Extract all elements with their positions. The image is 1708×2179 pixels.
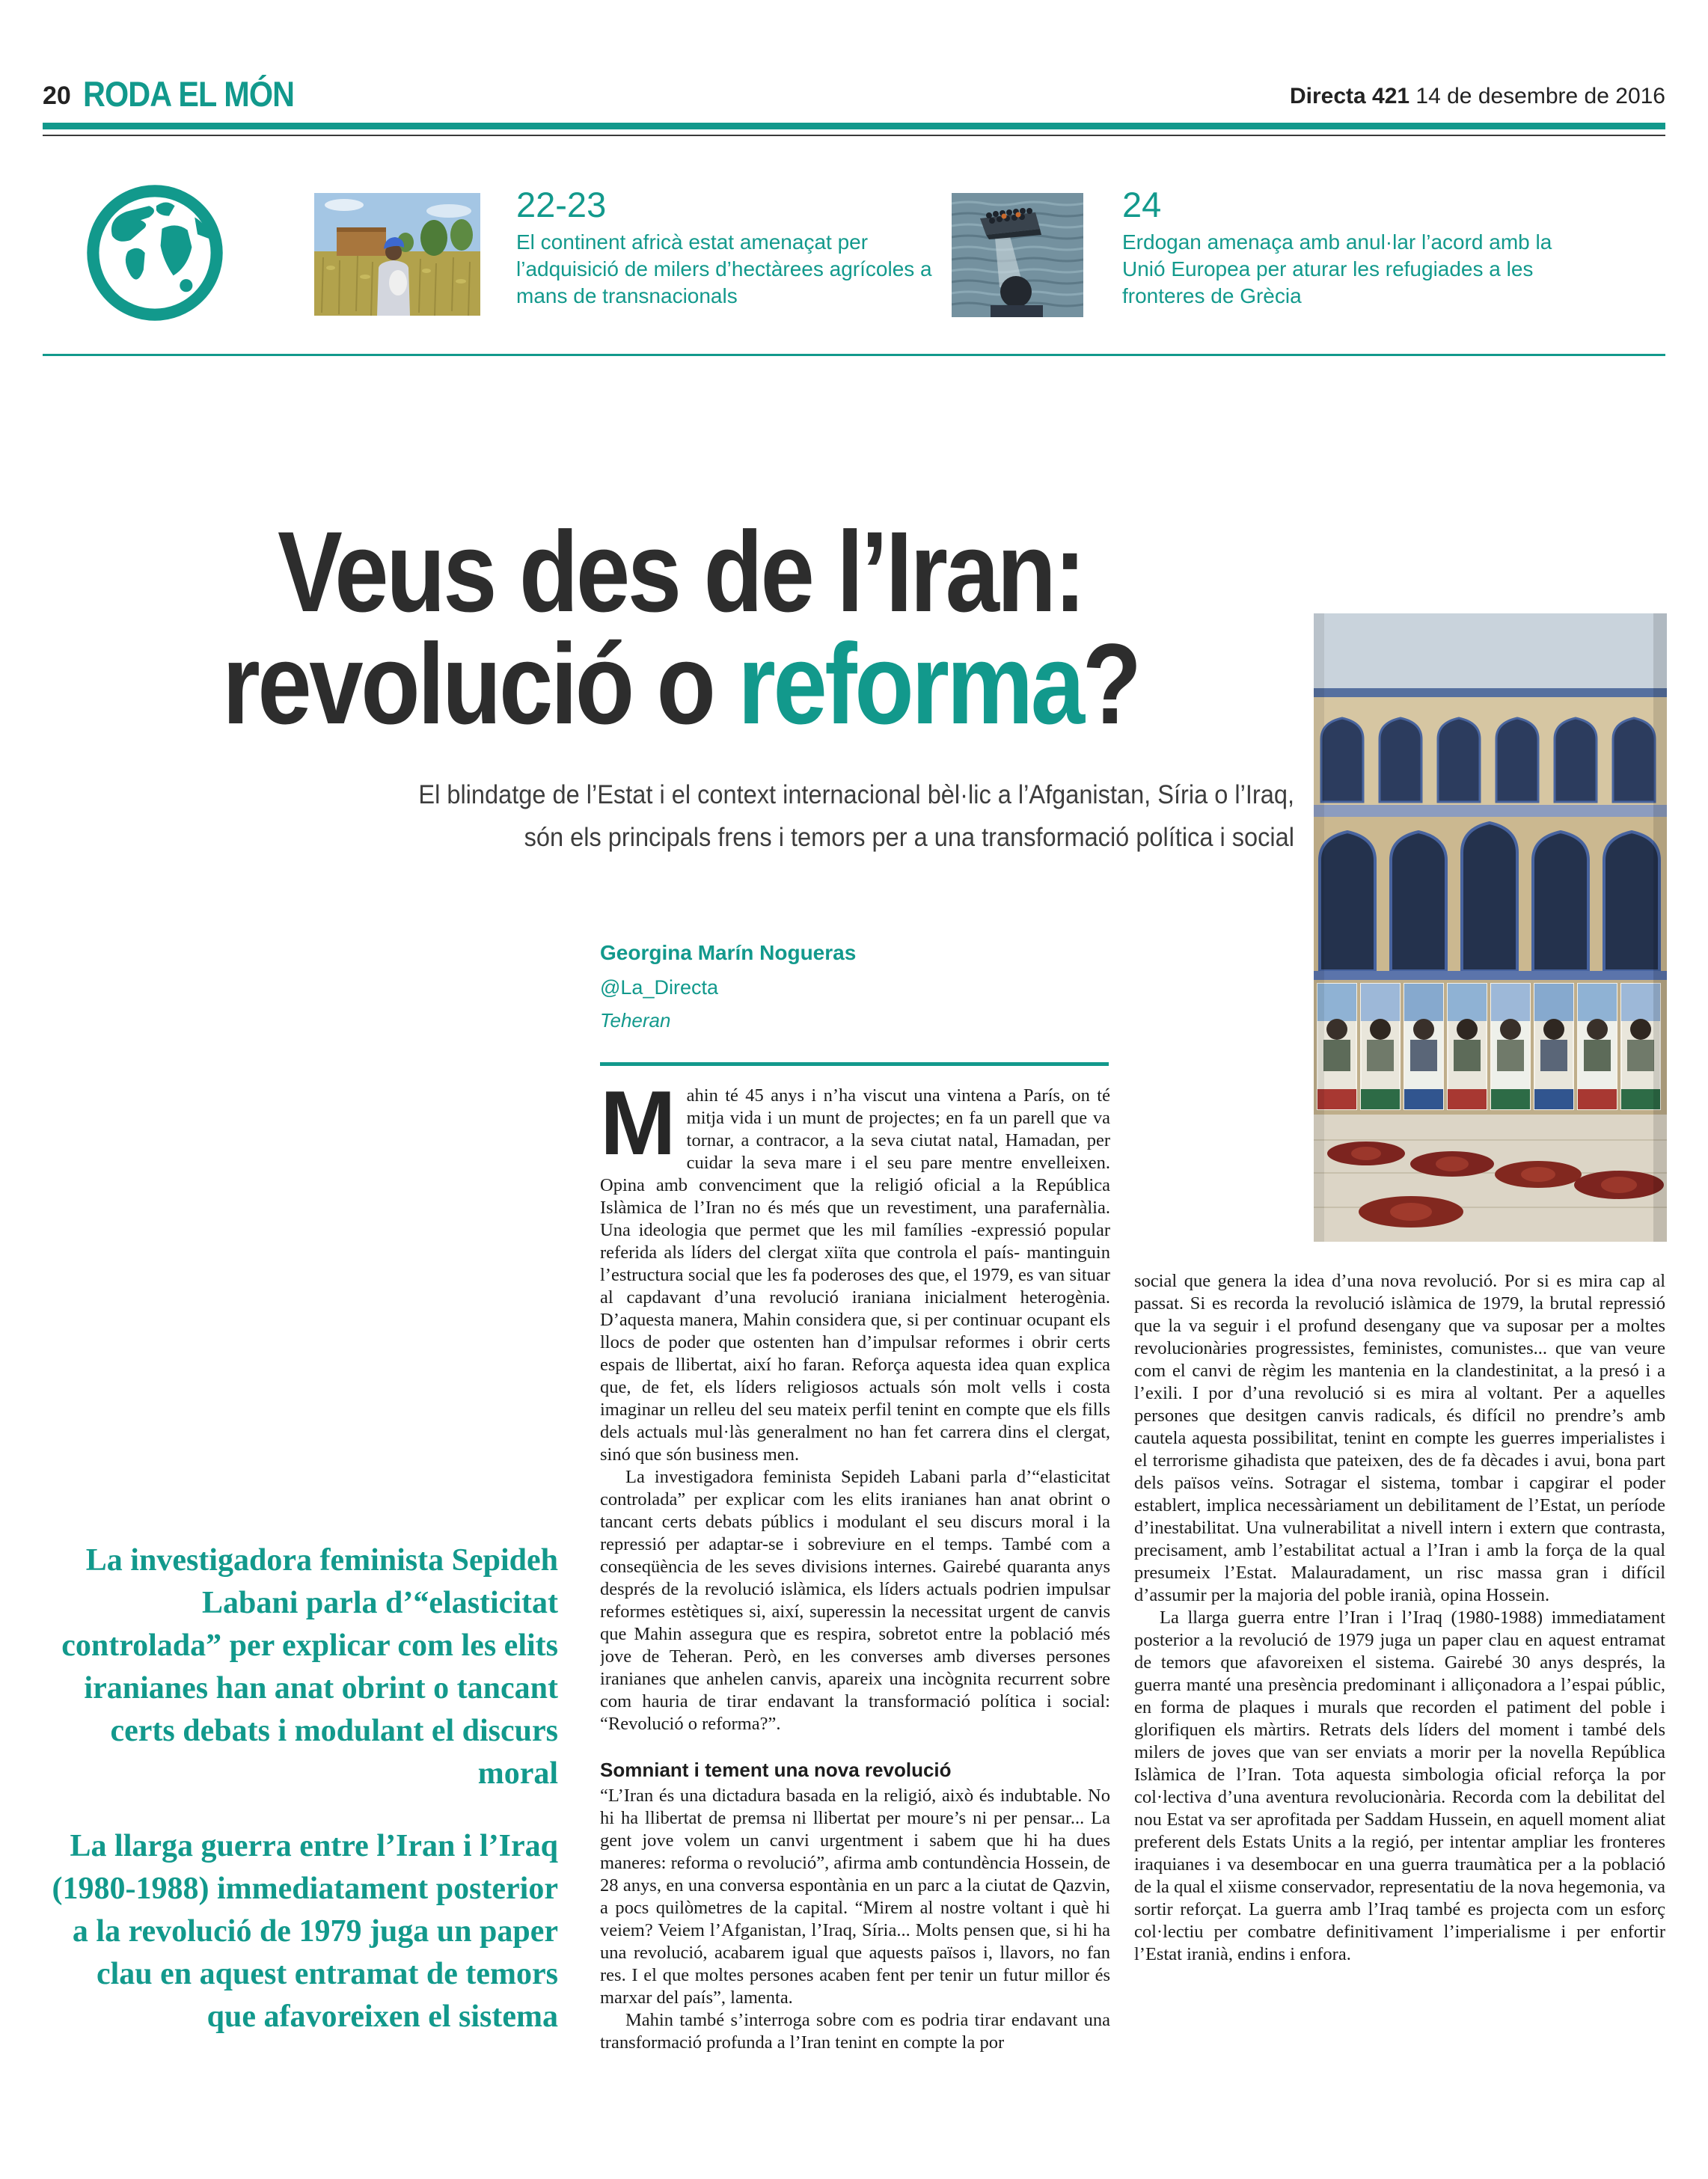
masthead-rule-thin [43, 135, 1665, 136]
issue-info [1290, 82, 1665, 111]
byline-rule [600, 1062, 1109, 1066]
main-photo-svg [1314, 613, 1667, 1242]
pull-quotes [43, 1539, 558, 2068]
byline-author: Georgina Marín Nogueras [600, 941, 857, 964]
paragraph-6: La llarga guerra entre l’Iran i l’Iraq (1980-1988) immediatament posterior a la revolució de 1979 juga un paper clau en aquest entramat de temors que afavoreixen el sistema. Gairebé 30 anys després, la guerra manté una presència predominant i alliçonadora a l’espai públic, en forma de plaques i murals que recorden el patiment del poble i glorifiquen els màrtirs. Retrats dels líders del moment i també dels milers de joves que van ser enviats a morir per la novella República Islàmica de l’Iran. Tota aquesta simbologia oficial reforça la por col·lectiva d’una aventura revolucionària. Recorda com la debilitat del nou Estat va ser aprofitada per Saddam Hussein, en aquell moment aliat preferent dels Estats Units a la regió, per intentar ampliar les fronteres iraquianes i va desembocar en una guerra traumàtica per a la població de la qual el xiisme conservador, representatiu de la nova hegemonia, va sortir reforçat. La guerra amb l’Iraq també es projecta com un esforç col·lectiu per combatre definitivament l’imperialisme i per enfortir l’Estat iranià, endins i enfora. [1134, 1608, 1665, 1964]
teaser-page-range: 22-23 [516, 185, 607, 224]
teaser-page-range: 24 [1122, 185, 1162, 224]
byline-location: Teheran [600, 1009, 671, 1032]
drop-cap: M [600, 1085, 676, 1174]
paragraph-1-text: ahin té 45 anys i n’ha viscut una vintena a París, on té mitja vida i un munt de projectes; en fa un parell que va tornar, a contracor, a la seva ciutat natal, Hamadan, per cuidar la seva mare i el seu pare mentre envelleixen. Opina amb convenciment que la religió oficial a la República Islàmica de l’Iran no és més que un revestiment, una parafernàlia. Una ideologia que permet que les mil famílies -expressió popular referida als líders del clergat xiïta que controla el país- mantinguin l’estructura social que les fa poderoses des que, el 1979, es van situar al capdavant d’una revolució iraniana inicialment heterogènia. D’aquesta manera, Mahin considera que, si per continuar ocupant els llocs de poder que ostenten han d’impulsar reformes i obrir certs espais de llibertat, així ho faran. Reforça aquesta idea quan explica que, de fet, els líders religiosos actuals són molt vells i costa imaginar un relleu del seu mateix perfil tenint en compte que els fills dels actuals mul·làs generalment no han fet carrera dins el clergat, sinó que són business men. [600, 1085, 1110, 1465]
main-photo-mosque-courtyard [1314, 613, 1667, 1242]
headline-line-2 [30, 620, 1332, 748]
page-number: 20 [43, 82, 71, 110]
section-title: RODA EL MÓN [82, 74, 294, 114]
article-subtitle [172, 773, 1294, 859]
article-subheading: Somniant i tement una nova revolució [600, 1759, 952, 1781]
paragraph-4: Mahin també s’interroga sobre com es podria tirar endavant una transformació profunda a l’Iran tenint en compte la por [600, 2010, 1110, 2053]
headline-line2-question-mark: ? [1082, 620, 1139, 748]
byline [600, 941, 1079, 1032]
paragraph-2: La investigadora feminista Sepideh Labani parla d’“elasticitat controlada” per explicar com les elits iranianes han anat obrint o tancant certs debats públics i modulant el seu discurs moral i la repressió per adaptar-se i sobreviure en el temps. També com a conseqüència de les seves divisions internes. Gairebé quaranta anys després de la revolució islàmica, els líders actuals podrien impulsar reformes estètiques si, així, superessin la necessitat urgent de canvis que Mahin assegura que es respira, sobretot entre la població més jove de Teheran. Però, en les converses amb diverses persones iranianes que anhelen canvis, apareix una incògnita recurrent sobre com hauria de tirar endavant la transformació política i social: “Revolució o reforma?”. [600, 1467, 1110, 1734]
masthead [43, 74, 1665, 114]
issue-date: 14 de desembre de 2016 [1415, 84, 1665, 108]
teaser-photo-boat-svg [952, 193, 1083, 317]
globe-icon [84, 182, 226, 324]
teaser-photo-refugee-boat [952, 193, 1083, 317]
pull-quote-1: La investigadora feminista Sepideh Labani parla d’“elasticitat controlada” per explicar com les elits iranianes han anat obrint o tancant certs debats i modulant el discurs moral [61, 1543, 558, 1791]
globe-icon-svg [84, 182, 226, 324]
article-headline [30, 508, 1332, 748]
paragraph-1 [600, 1085, 1110, 1466]
pull-quote-2: La llarga guerra entre l’Iran i l’Iraq (1980-1988) immediatament posterior a la revolució de 1979 juga un paper clau en aquest entramat de temors que afavoreixen el sistema [52, 1829, 558, 2034]
subtitle-line-1: El blindatge de l’Estat i el context internacional bèl·lic a l’Afganistan, Síria o l’Iraq, [418, 780, 1294, 809]
article-column-2 [1134, 1270, 1665, 2100]
teaser-text: Erdogan amenaça amb anul·lar l’acord amb la Unió Europea per aturar les refugiades a les fronteres de Grècia [1122, 230, 1552, 307]
article-column-1 [600, 1085, 1110, 2080]
issue-name: Directa 421 [1289, 84, 1410, 108]
masthead-left [43, 74, 322, 114]
masthead-rule-thick [43, 123, 1665, 129]
paragraph-3: “L’Iran és una dictadura basada en la religió, això és indubtable. No hi ha llibertat de premsa ni llibertat per moure’s ni per pensar... La gent jove volem un canvi urgentment i sabem que hi ha dues maneres: reforma o revolució”, afirma amb contundència Hossein, de 28 anys, en una conversa espontània en un parc a la ciutat de Qazvin, a pocs quilòmetres de la capital. “Mirem al nostre voltant i què hi veiem? Veiem l’Afganistan, l’Iraq, Síria... Molts pensen que, si hi ha una revolució, acabarem igual que aquests països i, llavors, no fan res. I el que moltes persones acaben fent per tenir un futur millor és marxar del país”, lamenta. [600, 1786, 1110, 2008]
teaser-text: El continent africà estat amenaçat per l’adquisició de milers d’hectàrees agrícoles a mans de transnacionals [516, 230, 932, 307]
subtitle-line-2: són els principals frens i temors per a una transformació política i social [524, 823, 1295, 852]
section-divider-rule [43, 354, 1665, 356]
paragraph-5: social que genera la idea d’una nova revolució. Por si es mira cap al passat. Si es recorda la revolució islàmica de 1979, la brutal repressió que la va seguir i el profund desengany que va suposar per a moltes revolucionàries progressistes, feministes, comunistes... que van veure com el canvi de règim les mantenia en la clandestinitat, a la presó i a l’exili. I por d’una revolució si es mira al voltant. Per a aquelles persones que desitgen canvis radicals, és difícil no prendre’s amb cautela aquesta possibilitat, tenint en compte les guerres imperialistes i el terrorisme gihadista que pateixen, des de fa dècades i avui, bona part dels països veïns. Sotragar el sistema, tombar i capgirar el poder establert, implica necessàriament un debilitament de l’Estat, un període d’inestabilitat. Una vulnerabilitat a nivell intern i extern que contrasta, precisament, amb l’estabilitat actual a l’Iran i amb la força de la qual presumeix l’Estat. Malauradament, un risc massa gran i difícil d’assumir per la majoria del poble iranià, opina Hossein. [1134, 1271, 1665, 1605]
teaser-photo-africa-svg [314, 193, 480, 316]
teaser-pages-22-23 [516, 186, 946, 310]
teaser-photo-africa-field [314, 193, 480, 316]
headline-line2-highlight: reforma [738, 620, 1083, 748]
headline-line2-pre: revolució o [222, 620, 738, 748]
headline-line-1 [30, 508, 1332, 636]
byline-twitter-handle: @La_Directa [600, 976, 718, 999]
headline-line1-text: Veus des de l’Iran: [278, 508, 1084, 636]
teaser-pages-24 [1122, 186, 1571, 310]
